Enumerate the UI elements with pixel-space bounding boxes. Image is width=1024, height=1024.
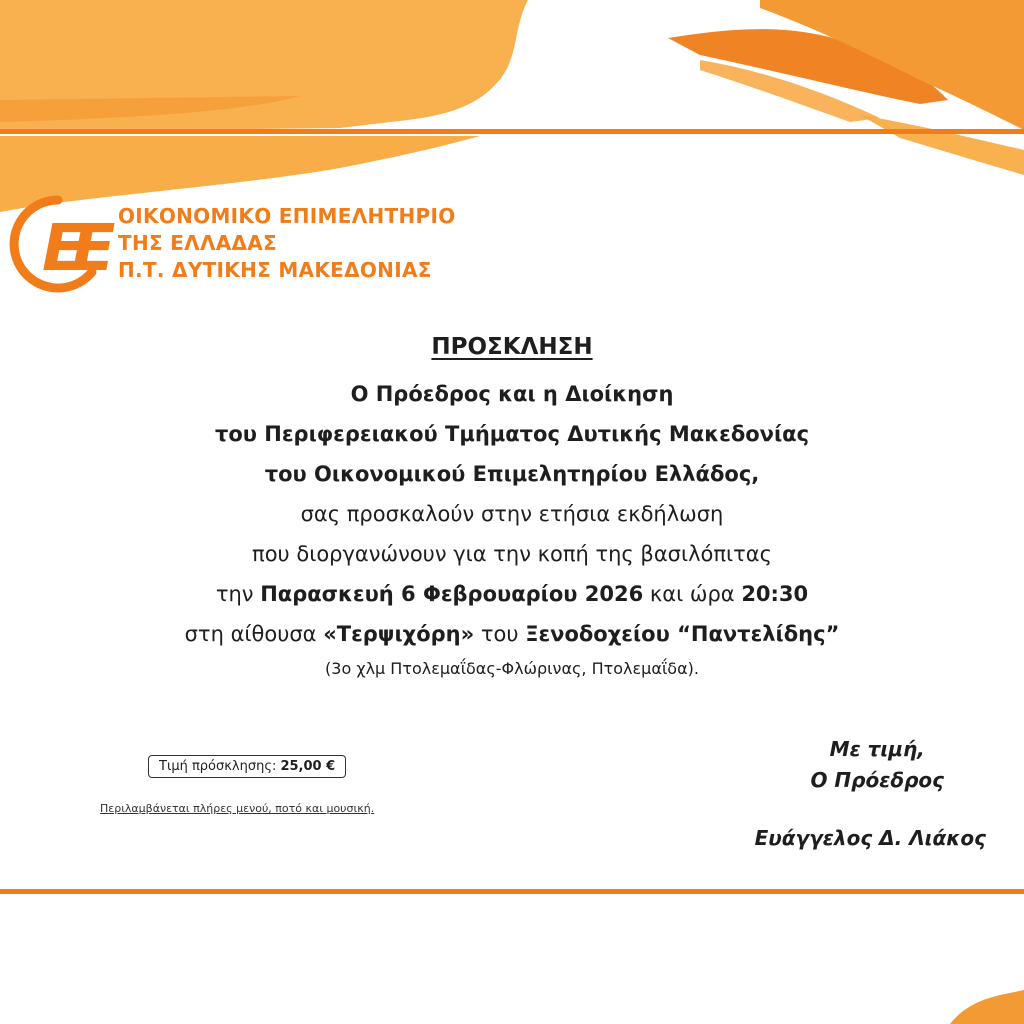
host-line-1: Ο Πρόεδρος και η Διοίκηση bbox=[350, 382, 674, 406]
closing-text: Με τιμή, bbox=[829, 737, 925, 761]
footer-rule bbox=[0, 889, 1024, 894]
price-box bbox=[148, 755, 346, 778]
venue-hall: «Τερψιχόρη» bbox=[323, 622, 475, 646]
date-prefix: την bbox=[215, 582, 261, 606]
logo-letters: EE bbox=[42, 212, 102, 286]
price-includes-note: Περιλαμβάνεται πλήρες μενού, ποτό και μουσική. bbox=[100, 802, 375, 815]
host-line-2: του Περιφερειακού Τμήματος Δυτικής Μακεδονίας bbox=[214, 422, 810, 446]
event-time: 20:30 bbox=[741, 582, 809, 606]
signer-name: Ευάγγελος Δ. Λιάκος bbox=[754, 826, 986, 850]
invitation-heading: ΠΡΟΣΚΛΗΣΗ bbox=[431, 334, 593, 360]
date-line bbox=[62, 574, 962, 614]
time-prefix: και ώρα bbox=[643, 582, 742, 606]
header-rule bbox=[0, 129, 1024, 134]
venue-prefix: στη αίθουσα bbox=[184, 622, 324, 646]
venue-address: (3ο χλμ Πτολεμαΐδας-Φλώρινας, Πτολεμαΐδα). bbox=[325, 659, 699, 678]
invitation-body bbox=[62, 334, 962, 684]
brush-stroke-top-left-lower bbox=[0, 136, 480, 212]
host-line-3: του Οικονομικού Επιμελητηρίου Ελλάδος, bbox=[264, 462, 760, 486]
price-value: 25,00 € bbox=[280, 759, 336, 774]
signature-block bbox=[810, 734, 944, 796]
venue-hotel: Ξενοδοχείου “Παντελίδης” bbox=[525, 622, 840, 646]
organization-name bbox=[118, 203, 456, 284]
venue-line bbox=[62, 614, 962, 654]
invite-line-2: που διοργανώνουν για την κοπή της βασιλόπιτας bbox=[252, 542, 772, 566]
org-line-1: ΟΙΚΟΝΟΜΙΚΟ ΕΠΙΜΕΛΗΤΗΡΙΟ bbox=[118, 204, 456, 228]
venue-mid: του bbox=[474, 622, 526, 646]
brush-stroke-bottom-right bbox=[950, 990, 1024, 1024]
org-line-2: ΤΗΣ ΕΛΛΑΔΑΣ bbox=[118, 231, 278, 255]
brush-stroke-top-right-c bbox=[860, 115, 1024, 175]
price-label: Τιμή πρόσκλησης: bbox=[159, 759, 281, 774]
org-line-3: Π.Τ. ΔΥΤΙΚΗΣ ΜΑΚΕΔΟΝΙΑΣ bbox=[118, 258, 432, 282]
logo-icon bbox=[14, 200, 115, 288]
invite-line-1: σας προσκαλούν στην ετήσια εκδήλωση bbox=[300, 502, 724, 526]
event-date: Παρασκευή 6 Φεβρουαρίου 2026 bbox=[260, 582, 644, 606]
signer-role: Ο Πρόεδρος bbox=[810, 768, 944, 792]
